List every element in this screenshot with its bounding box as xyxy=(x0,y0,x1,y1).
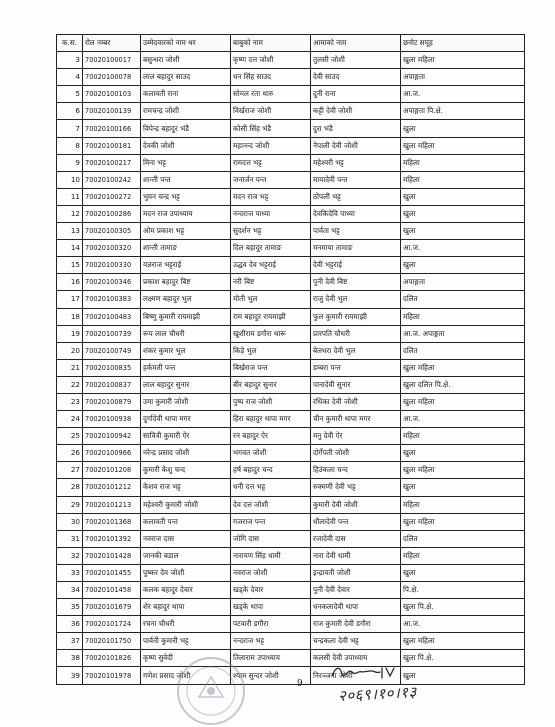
cell-roll-number: 70020100305 xyxy=(83,223,141,240)
table-row xyxy=(57,479,525,496)
table-row xyxy=(57,359,525,376)
cell-father-name: खड्के थापा xyxy=(231,599,311,616)
header-father-name: बाबुको नाम xyxy=(231,35,311,52)
cell-serial: 25 xyxy=(57,428,83,445)
cell-roll-number: 70020101826 xyxy=(83,650,141,667)
table-row xyxy=(57,530,525,547)
cell-roll-number: 70020101458 xyxy=(83,582,141,599)
cell-selection-group: खुला xyxy=(401,223,525,240)
table-row xyxy=(57,308,525,325)
cell-mother-name: कट्टी देवी जोशी xyxy=(311,103,401,120)
table-row xyxy=(57,633,525,650)
table-row xyxy=(57,103,525,120)
cell-mother-name: दोर्गेपती जोशी xyxy=(311,445,401,462)
table-header-row xyxy=(57,35,525,52)
cell-serial: 7 xyxy=(57,120,83,137)
cell-father-name: नवराज जोशी xyxy=(231,564,311,581)
cell-serial: 4 xyxy=(57,69,83,86)
header-mother-name: आमाको नाम xyxy=(311,35,401,52)
cell-roll-number: 70020101724 xyxy=(83,616,141,633)
table-row xyxy=(57,188,525,205)
cell-selection-group: महिला xyxy=(401,428,525,445)
cell-candidate-name: बिष्णु कुमारी रायमाझी xyxy=(141,308,231,325)
cell-father-name: जोगि दास xyxy=(231,530,311,547)
cell-roll-number: 70020100286 xyxy=(83,205,141,222)
cell-selection-group: खुला xyxy=(401,205,525,222)
cell-roll-number: 70020100272 xyxy=(83,188,141,205)
table-row xyxy=(57,650,525,667)
cell-serial: 10 xyxy=(57,171,83,188)
cell-candidate-name: गणेश प्रसाद जोशी xyxy=(141,667,231,684)
table-row xyxy=(57,52,525,69)
cell-selection-group: खुला महिला xyxy=(401,52,525,69)
cell-father-name: नन्दराज पाध्या xyxy=(231,205,311,222)
cell-candidate-name: पुष्कर देव जोशी xyxy=(141,564,231,581)
cell-mother-name: कलसी देवी उपाध्याय xyxy=(311,650,401,667)
cell-mother-name: राज कुमारी देवी डगौरा xyxy=(311,616,401,633)
cell-selection-group: खुला पि.क्षे. xyxy=(401,650,525,667)
cell-mother-name: मायादेवी पन्त xyxy=(311,171,401,188)
cell-roll-number: 70020100942 xyxy=(83,428,141,445)
cell-selection-group: खुला महिला xyxy=(401,393,525,410)
cell-serial: 16 xyxy=(57,274,83,291)
cell-serial: 35 xyxy=(57,599,83,616)
cell-roll-number: 70020101455 xyxy=(83,564,141,581)
cell-mother-name: दुनी राना xyxy=(311,86,401,103)
header-candidate-name: उम्मेदवारको नाम थर xyxy=(141,35,231,52)
cell-father-name: बीर बहादुर सुनार xyxy=(231,376,311,393)
cell-serial: 29 xyxy=(57,496,83,513)
cell-candidate-name: कलक बहादुर देवार xyxy=(141,582,231,599)
cell-candidate-name: यज्ञराज भट्टराई xyxy=(141,257,231,274)
cell-candidate-name: शंकर कुमार भुल xyxy=(141,342,231,359)
table-row xyxy=(57,205,525,222)
cell-candidate-name: केशव राज भट्ट xyxy=(141,479,231,496)
cell-father-name: श्याम सुन्दर जोशी xyxy=(231,667,311,684)
cell-candidate-name: रूप लाल चौधरी xyxy=(141,325,231,342)
cell-serial: 33 xyxy=(57,564,83,581)
cell-father-name: रामदत्त भट्ट xyxy=(231,154,311,171)
cell-father-name: पटवारी डगौरा xyxy=(231,616,311,633)
cell-roll-number: 70020101750 xyxy=(83,633,141,650)
cell-selection-group: महिला xyxy=(401,171,525,188)
cell-candidate-name: लाल बहादुर साउद xyxy=(141,69,231,86)
cell-serial: 30 xyxy=(57,513,83,530)
cell-roll-number: 70020100837 xyxy=(83,376,141,393)
cell-serial: 5 xyxy=(57,86,83,103)
cell-father-name: कृष्ण दत्त जोशी xyxy=(231,52,311,69)
table-row xyxy=(57,69,525,86)
table-row xyxy=(57,582,525,599)
cell-candidate-name: देवकी जोशी xyxy=(141,137,231,154)
table-row xyxy=(57,393,525,410)
cell-father-name: कोसी सिंह भंडै xyxy=(231,120,311,137)
table-row xyxy=(57,667,525,684)
cell-father-name: जनार्जन पन्त xyxy=(231,171,311,188)
cell-serial: 9 xyxy=(57,154,83,171)
cell-father-name: सोमल रता थारु xyxy=(231,86,311,103)
cell-mother-name: राजु देवी भुल xyxy=(311,291,401,308)
cell-candidate-name: महेश्वरी कुमारी जोशी xyxy=(141,496,231,513)
cell-serial: 17 xyxy=(57,291,83,308)
candidate-table xyxy=(56,34,525,685)
table-row xyxy=(57,257,525,274)
cell-candidate-name: लाल बहादुर सुनार xyxy=(141,376,231,393)
table-row xyxy=(57,291,525,308)
cell-father-name: नन्दराज भट्ट xyxy=(231,633,311,650)
cell-selection-group: आ.ज. xyxy=(401,411,525,428)
cell-mother-name: देवकिदेवि पाध्या xyxy=(311,205,401,222)
cell-roll-number: 70020101392 xyxy=(83,530,141,547)
cell-mother-name: रधिका देवी जोशी xyxy=(311,393,401,410)
cell-father-name: सुदर्शन भट्ट xyxy=(231,223,311,240)
cell-candidate-name: प्रकाश बहादुर बिष्ट xyxy=(141,274,231,291)
cell-serial: 15 xyxy=(57,257,83,274)
cell-serial: 24 xyxy=(57,411,83,428)
cell-serial: 27 xyxy=(57,462,83,479)
cell-roll-number: 70020101428 xyxy=(83,547,141,564)
cell-mother-name: धनकलादेवी थापा xyxy=(311,599,401,616)
header-roll-number: रोल नम्बर xyxy=(83,35,141,52)
cell-candidate-name: उमा कुमारी जोशी xyxy=(141,393,231,410)
cell-candidate-name: मदन राज उपाध्याय xyxy=(141,205,231,222)
header-serial: क.स. xyxy=(57,35,83,52)
cell-candidate-name: हर्कमती पन्त xyxy=(141,359,231,376)
table-row xyxy=(57,462,525,479)
cell-roll-number: 70020100078 xyxy=(83,69,141,86)
cell-roll-number: 70020100483 xyxy=(83,308,141,325)
cell-roll-number: 70020100739 xyxy=(83,325,141,342)
cell-roll-number: 70020100166 xyxy=(83,120,141,137)
cell-father-name: गजराज पन्त xyxy=(231,513,311,530)
cell-serial: 6 xyxy=(57,103,83,120)
cell-father-name: नारायण सिंह धामी xyxy=(231,547,311,564)
cell-serial: 37 xyxy=(57,633,83,650)
cell-selection-group: अपाङ्गता xyxy=(401,274,525,291)
cell-roll-number: 70020100966 xyxy=(83,445,141,462)
cell-father-name: खुशीराम डगौरा थारू xyxy=(231,325,311,342)
cell-mother-name: धौलादेवी पन्त xyxy=(311,513,401,530)
cell-mother-name: दुरा भंडै xyxy=(311,120,401,137)
handwritten-date: २०६९।१०।१३ xyxy=(337,682,418,706)
office-seal-icon xyxy=(175,655,247,727)
cell-selection-group: खुला दलित पि.क्षे. xyxy=(401,376,525,393)
cell-selection-group: खुला महिला xyxy=(401,359,525,376)
cell-candidate-name: मिना भट्ट xyxy=(141,154,231,171)
table-row xyxy=(57,616,525,633)
cell-father-name: किड़े भुल xyxy=(231,342,311,359)
cell-roll-number: 70020100139 xyxy=(83,103,141,120)
cell-mother-name: पार्वता भट्ट xyxy=(311,223,401,240)
cell-father-name: हिरा बहादुर थापा मगर xyxy=(231,411,311,428)
cell-selection-group: अपाङ्गता xyxy=(401,69,525,86)
cell-selection-group: महिला xyxy=(401,496,525,513)
cell-father-name: रन बहादुर ऐर xyxy=(231,428,311,445)
cell-roll-number: 70020101212 xyxy=(83,479,141,496)
cell-selection-group: महिला xyxy=(401,547,525,564)
table-row xyxy=(57,137,525,154)
cell-selection-group: खुला xyxy=(401,479,525,496)
cell-roll-number: 70020100383 xyxy=(83,291,141,308)
table-row xyxy=(57,445,525,462)
cell-serial: 38 xyxy=(57,650,83,667)
table-row xyxy=(57,342,525,359)
cell-selection-group: खुला xyxy=(401,564,525,581)
cell-mother-name: पानादेवी सुनार xyxy=(311,376,401,393)
cell-father-name: मदन राज भट्ट xyxy=(231,188,311,205)
table-row xyxy=(57,496,525,513)
cell-candidate-name: कलावती राना xyxy=(141,86,231,103)
table-row xyxy=(57,223,525,240)
cell-roll-number: 70020100103 xyxy=(83,86,141,103)
cell-selection-group: खुला xyxy=(401,120,525,137)
table-header xyxy=(57,35,525,52)
cell-serial: 8 xyxy=(57,137,83,154)
cell-selection-group: अपाङ्गता पि.क्षे. xyxy=(401,103,525,120)
cell-candidate-name: शान्ती पन्त xyxy=(141,171,231,188)
cell-candidate-name: बसुन्धरा जोशी xyxy=(141,52,231,69)
cell-serial: 22 xyxy=(57,376,83,393)
cell-candidate-name: विपेन्द्र बहादुर भंडै xyxy=(141,120,231,137)
cell-father-name: देव दत्त जोशी xyxy=(231,496,311,513)
cell-roll-number: 70020100879 xyxy=(83,393,141,410)
cell-mother-name: बेलधरा देवी भुल xyxy=(311,342,401,359)
cell-mother-name: रुक्मणी देवी भट्ट xyxy=(311,479,401,496)
cell-candidate-name: जानकी बडाल xyxy=(141,547,231,564)
cell-selection-group: दलित xyxy=(401,342,525,359)
cell-serial: 12 xyxy=(57,205,83,222)
cell-mother-name: निरञ्जना जोशी xyxy=(311,667,401,684)
table-row xyxy=(57,599,525,616)
cell-serial: 23 xyxy=(57,393,83,410)
cell-serial: 18 xyxy=(57,308,83,325)
table-row xyxy=(57,325,525,342)
page-number: 9 xyxy=(297,679,303,689)
cell-roll-number: 70020101213 xyxy=(83,496,141,513)
cell-mother-name: महेश्वरी भट्ट xyxy=(311,154,401,171)
cell-father-name: बिर्खराज पन्त xyxy=(231,359,311,376)
cell-father-name: खड्के देवार xyxy=(231,582,311,599)
table-row xyxy=(57,547,525,564)
cell-mother-name: पुनी देवी देवार xyxy=(311,582,401,599)
cell-selection-group: आ.ज. xyxy=(401,616,525,633)
cell-serial: 11 xyxy=(57,188,83,205)
cell-father-name: विर्खराज जोशी xyxy=(231,103,311,120)
cell-serial: 20 xyxy=(57,342,83,359)
cell-selection-group: खुला महिला xyxy=(401,462,525,479)
cell-mother-name: देवी साउद xyxy=(311,69,401,86)
cell-mother-name: मनु देवी ऐर xyxy=(311,428,401,445)
cell-selection-group: खुला xyxy=(401,257,525,274)
cell-father-name: हर्ष बहादुर चन्द xyxy=(231,462,311,479)
cell-father-name: दिल बहादुर तामाङ xyxy=(231,240,311,257)
cell-selection-group: दलित xyxy=(401,291,525,308)
cell-mother-name: प्रारपति चौधरी xyxy=(311,325,401,342)
table-body xyxy=(57,52,525,684)
cell-mother-name: नारा देवी धामी xyxy=(311,547,401,564)
cell-mother-name: मनमाया तामाङ xyxy=(311,240,401,257)
cell-father-name: उद्धव देव भट्टराई xyxy=(231,257,311,274)
cell-candidate-name: दुर्गादेवी थापा मगर xyxy=(141,411,231,428)
cell-selection-group: खुला महिला xyxy=(401,137,525,154)
cell-roll-number: 70020101208 xyxy=(83,462,141,479)
cell-mother-name: नेपाली देवी जोशी xyxy=(311,137,401,154)
cell-serial: 34 xyxy=(57,582,83,599)
cell-serial: 28 xyxy=(57,479,83,496)
table-row xyxy=(57,171,525,188)
cell-father-name: पुष्प राज जोशी xyxy=(231,393,311,410)
cell-candidate-name: कलावती पन्त xyxy=(141,513,231,530)
cell-mother-name: कुमारी देवी जोशी xyxy=(311,496,401,513)
cell-mother-name: देवी भट्टराई xyxy=(311,257,401,274)
cell-mother-name: चन्द्रकला देवी भट्ट xyxy=(311,633,401,650)
cell-roll-number: 70020100346 xyxy=(83,274,141,291)
cell-roll-number: 70020100835 xyxy=(83,359,141,376)
cell-candidate-name: नवराज दास xyxy=(141,530,231,547)
cell-serial: 3 xyxy=(57,52,83,69)
cell-selection-group: खुला xyxy=(401,445,525,462)
cell-selection-group: खुला xyxy=(401,188,525,205)
cell-mother-name: डम्बरा पन्त xyxy=(311,359,401,376)
table-row xyxy=(57,240,525,257)
cell-candidate-name: कुमारी केशु चन्द xyxy=(141,462,231,479)
cell-selection-group: पि.क्षे. xyxy=(401,582,525,599)
cell-mother-name: हिउंकला चन्द xyxy=(311,462,401,479)
cell-selection-group: खुला महिला xyxy=(401,513,525,530)
cell-roll-number: 70020100320 xyxy=(83,240,141,257)
cell-mother-name: चीन कुमारी थापा मगर xyxy=(311,411,401,428)
cell-serial: 19 xyxy=(57,325,83,342)
signature-icon xyxy=(330,662,400,682)
cell-candidate-name: लक्ष्मण बहादुर भुल xyxy=(141,291,231,308)
cell-father-name: मोती भुल xyxy=(231,291,311,308)
cell-serial: 31 xyxy=(57,530,83,547)
table-row xyxy=(57,120,525,137)
header-selection-group: छनोट समूह xyxy=(401,35,525,52)
cell-candidate-name: शान्ती तामाङ xyxy=(141,240,231,257)
cell-roll-number: 70020100242 xyxy=(83,171,141,188)
cell-selection-group: खुला पि.क्षे. xyxy=(401,599,525,616)
cell-selection-group: आ.ज. xyxy=(401,240,525,257)
cell-candidate-name: पार्वती कुमारी भट्ट xyxy=(141,633,231,650)
table-row xyxy=(57,376,525,393)
cell-serial: 36 xyxy=(57,616,83,633)
cell-roll-number: 70020100181 xyxy=(83,137,141,154)
cell-mother-name: इन्द्रावती जोशी xyxy=(311,564,401,581)
cell-mother-name: पुनी देवी बिष्ट xyxy=(311,274,401,291)
cell-serial: 32 xyxy=(57,547,83,564)
cell-candidate-name: कृष्ण सुवेदी xyxy=(141,650,231,667)
cell-serial: 26 xyxy=(57,445,83,462)
table-row xyxy=(57,154,525,171)
cell-selection-group: खुला महिला xyxy=(401,633,525,650)
table-row xyxy=(57,86,525,103)
cell-roll-number: 70020101978 xyxy=(83,667,141,684)
cell-candidate-name: रचना चौधरी xyxy=(141,616,231,633)
cell-candidate-name: नरेन्द्र प्रसाद जोशी xyxy=(141,445,231,462)
cell-candidate-name: शेर बहादुर थापा xyxy=(141,599,231,616)
cell-father-name: धन सिंह साउद xyxy=(231,69,311,86)
cell-mother-name: फुल कुमारी रायमाझी xyxy=(311,308,401,325)
table-row xyxy=(57,564,525,581)
cell-father-name: तिलाराम उपाध्याय xyxy=(231,650,311,667)
cell-father-name: महानन्द जोशी xyxy=(231,137,311,154)
cell-selection-group: खुला xyxy=(401,667,525,684)
cell-candidate-name: रामचन्द्र जोशी xyxy=(141,103,231,120)
cell-serial: 21 xyxy=(57,359,83,376)
cell-candidate-name: ओम प्रकाश भट्ट xyxy=(141,223,231,240)
cell-selection-group: दलित xyxy=(401,530,525,547)
cell-mother-name: ठोपली भट्ट xyxy=(311,188,401,205)
cell-roll-number: 70020101679 xyxy=(83,599,141,616)
cell-roll-number: 70020100749 xyxy=(83,342,141,359)
cell-roll-number: 70020100938 xyxy=(83,411,141,428)
cell-mother-name: तुलसी जोशी xyxy=(311,52,401,69)
cell-roll-number: 70020101368 xyxy=(83,513,141,530)
cell-roll-number: 70020100330 xyxy=(83,257,141,274)
cell-selection-group: आ.ज. अपाङ्गता xyxy=(401,325,525,342)
cell-roll-number: 70020100017 xyxy=(83,52,141,69)
cell-candidate-name: भुवन चन्द्र भट्ट xyxy=(141,188,231,205)
cell-father-name: राम बहादुर रायमाझी xyxy=(231,308,311,325)
cell-candidate-name: सावित्री कुमारी ऐर xyxy=(141,428,231,445)
cell-selection-group: महिला xyxy=(401,154,525,171)
cell-serial: 39 xyxy=(57,667,83,684)
cell-serial: 14 xyxy=(57,240,83,257)
table-row xyxy=(57,428,525,445)
cell-mother-name: रजादेवी दास xyxy=(311,530,401,547)
cell-roll-number: 70020100217 xyxy=(83,154,141,171)
table-row xyxy=(57,411,525,428)
table-row xyxy=(57,513,525,530)
cell-selection-group: महिला xyxy=(401,308,525,325)
cell-father-name: धनी दत्त भट्ट xyxy=(231,479,311,496)
cell-serial: 13 xyxy=(57,223,83,240)
table-row xyxy=(57,274,525,291)
cell-father-name: भगवत जोशी xyxy=(231,445,311,462)
cell-selection-group: आ.ज. xyxy=(401,86,525,103)
cell-father-name: नरी बिष्ट xyxy=(231,274,311,291)
